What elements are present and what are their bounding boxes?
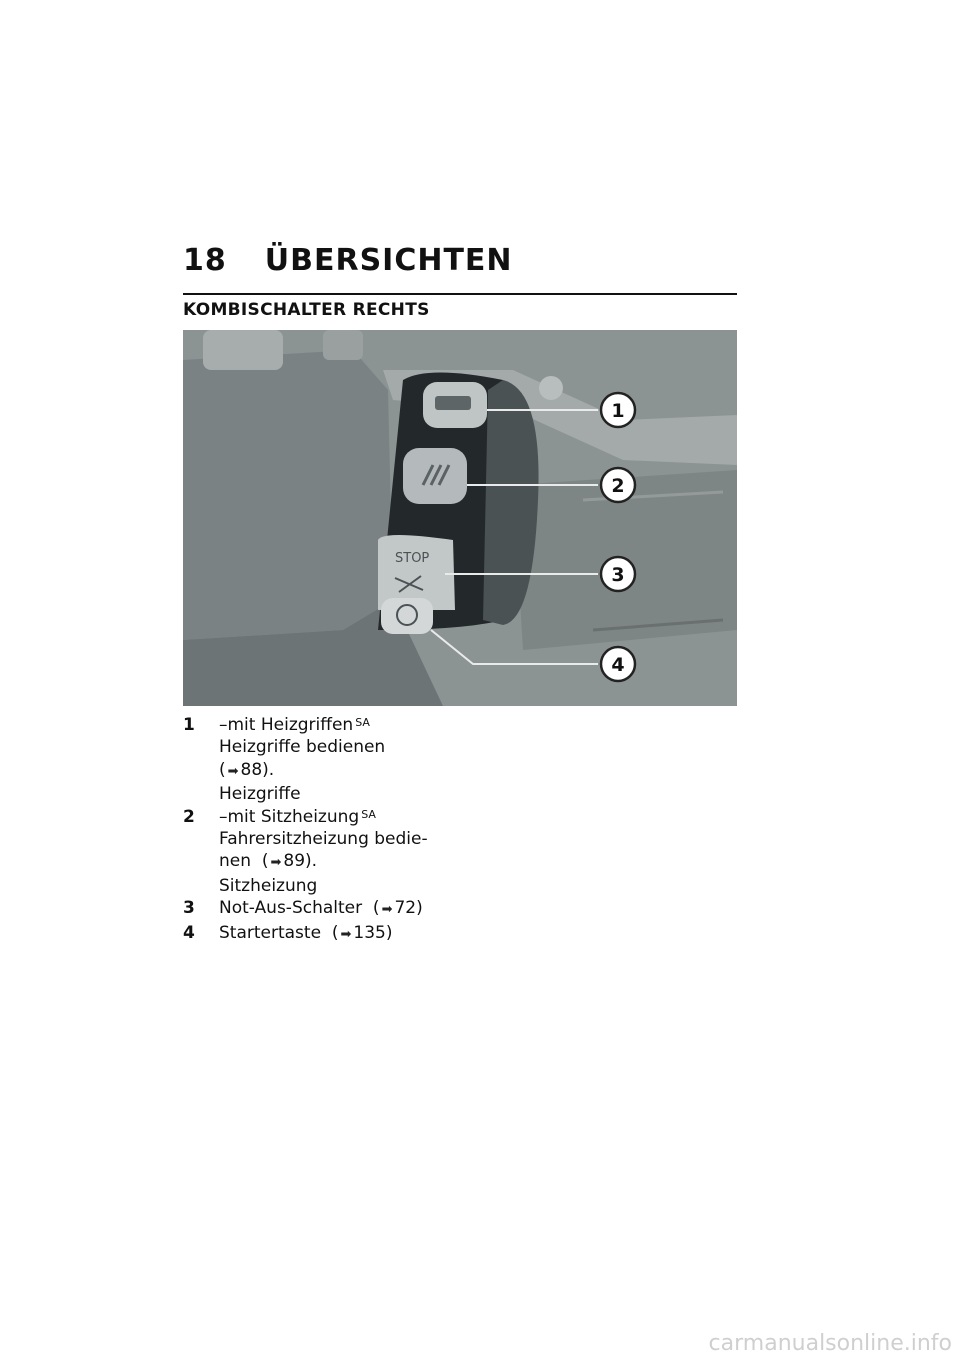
item-text: –mit Sitzheizung — [219, 806, 360, 827]
callout-1-label: 1 — [611, 400, 625, 422]
item-number: 1 — [183, 715, 195, 735]
callout-3 — [601, 557, 635, 591]
arrow-icon: ➡ — [270, 855, 282, 871]
legend-item: 1 –mit Heizgriffen $^{SA}$ Heizgriffe bedienen ( ➡ 88). Heizgriffe — [183, 714, 543, 806]
arrow-icon: ➡ — [340, 926, 352, 942]
item-text: nen — [219, 851, 252, 872]
legend-item: 2 –mit Sitzheizung $^{SA}$ Fahrersitzheizung bedie- nen ( ➡ 89). Sitzheizung — [183, 806, 543, 898]
item-text: –mit Heizgriffen — [219, 715, 354, 735]
callout-2 — [601, 468, 635, 502]
callout-2-label: 2 — [611, 475, 625, 497]
item-number: 4 — [183, 922, 195, 943]
page-header — [183, 243, 513, 278]
combination-switch-illustration — [183, 330, 737, 706]
item-text: Fahrersitzheizung bedie- — [219, 829, 428, 850]
item-text: Not-Aus-Schalter — [219, 898, 363, 919]
legend-list — [183, 714, 543, 946]
legend-item: 3 Not-Aus-Schalter ( ➡ 72) — [183, 897, 543, 921]
callout-4-label: 4 — [611, 654, 625, 676]
page-reference-link[interactable]: 135) — [353, 922, 393, 943]
section-title: KOMBISCHALTER RECHTS — [183, 300, 430, 320]
page-reference-link[interactable]: 88). — [240, 759, 275, 780]
watermark-footer — [560, 1326, 960, 1362]
page-reference-link[interactable]: 72) — [394, 898, 423, 919]
legend-item: 4 Startertaste ( ➡ 135) — [183, 922, 543, 946]
item-number: 2 — [183, 806, 195, 827]
stop-label: STOP — [395, 551, 430, 566]
item-text: Sitzheizung — [219, 875, 318, 896]
sa-marker: SA — [361, 807, 376, 821]
page-number: 18 — [183, 243, 227, 278]
header-rule — [183, 293, 737, 295]
page-reference-link[interactable]: 89). — [283, 851, 318, 872]
arrow-icon: ➡ — [381, 902, 393, 918]
item-text: Startertaste — [219, 922, 322, 943]
callout-1 — [601, 393, 635, 427]
item-text: Heizgriffe bedienen — [219, 737, 386, 758]
callout-3-label: 3 — [611, 564, 625, 586]
watermark-text: carmanualsonline.info — [708, 1331, 952, 1356]
arrow-icon: ➡ — [227, 763, 239, 779]
chapter-title: ÜBERSICHTEN — [264, 243, 513, 278]
item-number: 3 — [183, 898, 195, 919]
item-text: Heizgriffe — [219, 784, 301, 805]
sa-marker: SA — [355, 716, 370, 729]
callout-4 — [601, 647, 635, 681]
